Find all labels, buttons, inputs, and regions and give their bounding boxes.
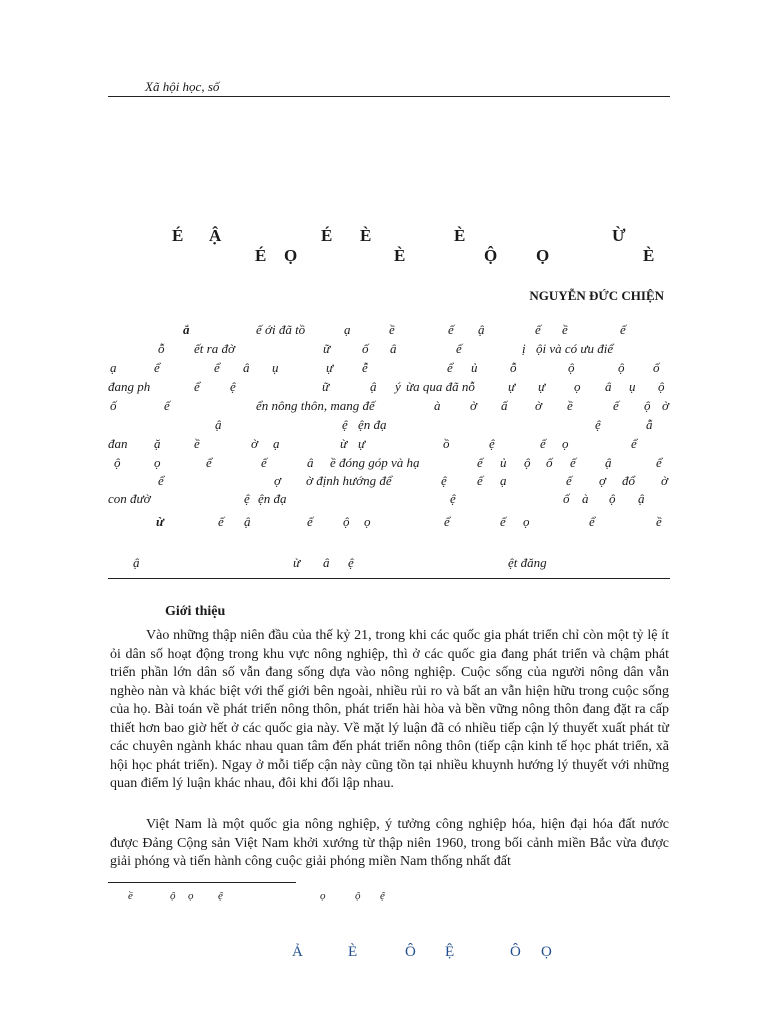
- abstract-fragment: ố: [546, 455, 553, 470]
- abstract-fragment: ển nông thôn, mang đế: [256, 398, 375, 413]
- abstract-fragment: â: [605, 379, 612, 394]
- watermark-glyph: Ả: [292, 944, 303, 960]
- abstract-fragment: ộ: [114, 455, 121, 470]
- abstract-fragment: ộ: [524, 455, 531, 470]
- author-name: NGUYỄN ĐỨC CHIỆN: [529, 288, 664, 303]
- abstract-fragment: ờ: [661, 473, 668, 488]
- paragraph-1: [110, 627, 669, 794]
- abstract-fragment: ộ: [343, 514, 350, 529]
- abstract-fragment: đang ph: [108, 379, 151, 394]
- title-glyph: Ọ: [536, 246, 550, 265]
- abstract-fragment: ể: [154, 360, 160, 375]
- abstract-fragment: ợ: [274, 473, 281, 488]
- title-glyph: Ọ: [284, 246, 298, 265]
- abstract-fragment: ụ: [272, 360, 279, 375]
- abstract-fragment: ắ: [183, 322, 190, 337]
- watermark-glyph: È: [348, 944, 358, 960]
- paragraph-text: Việt Nam là một quốc gia nông nghiệp, ý tưởng công nghiệp hóa, hiện đại hóa đất nước được Đảng Cộng sản Việt Nam khởi xướng từ thập niên 1960, trong bối cảnh miền Bắc vừa được giải phóng và tiến hành công cuộc giải phóng miền Nam thống nhất đất: [110, 817, 669, 869]
- abstract-fragment: ờ: [535, 398, 542, 413]
- abstract-fragment: ự: [358, 436, 366, 451]
- abstract-fragment: ủ: [471, 360, 478, 375]
- abstract-fragment: ề: [656, 514, 662, 529]
- abstract-fragment: ủ: [500, 455, 507, 470]
- footnote-rule: [108, 882, 296, 883]
- abstract-fragment: ạ: [273, 436, 280, 451]
- abstract-fragment: ậ: [244, 514, 251, 529]
- abstract-fragment: con đườ: [108, 491, 151, 506]
- footnote-fragment: ộ: [355, 890, 361, 902]
- abstract-fragment: ẫ: [646, 417, 653, 432]
- journal-header: Xã hội học, số: [145, 79, 220, 94]
- abstract-fragment: ọ: [523, 514, 530, 529]
- abstract-fragment: ệ: [595, 417, 601, 432]
- abstract-fragment: ộ: [568, 360, 575, 375]
- abstract-fragment: ồ: [443, 436, 450, 451]
- abstract-fragment: ệ: [450, 491, 456, 506]
- abstract-fragment: ề: [567, 398, 573, 413]
- paragraph-2: [110, 816, 669, 872]
- abstract-fragment: ế: [500, 514, 506, 529]
- title-glyph: É: [172, 226, 184, 245]
- abstract-fragment: ố: [653, 360, 660, 375]
- abstract-fragment: ọ: [154, 455, 161, 470]
- abstract-line: [108, 491, 670, 509]
- abstract-fragment: ể: [656, 455, 662, 470]
- abstract-fragment: ố: [362, 341, 369, 356]
- abstract-fragment: ề: [194, 436, 200, 451]
- abstract-fragment: ừ: [156, 514, 164, 529]
- abstract-rule: [108, 578, 670, 579]
- abstract-fragment: ế: [448, 322, 454, 337]
- abstract-fragment: ỗ: [510, 360, 517, 375]
- abstract-fragment: ị: [522, 341, 526, 356]
- abstract-fragment: ộ: [609, 491, 616, 506]
- abstract-line: [108, 398, 670, 416]
- keywords-line: [108, 555, 670, 573]
- abstract-fragment: ố: [563, 491, 570, 506]
- abstract-fragment: ừ: [340, 436, 348, 451]
- abstract-fragment: ậ: [215, 417, 222, 432]
- abstract-fragment: ể: [158, 473, 164, 488]
- footnote: [108, 890, 408, 906]
- abstract-fragment: ọ: [574, 379, 581, 394]
- abstract-fragment: ế: [540, 436, 546, 451]
- paragraph-text: Vào những thập niên đầu của thế kỷ 21, trong khi các quốc gia phát triển chỉ còn một tỷ lệ ít ỏi dân số hoạt động trong khu vực nông nghiệp, thì ở các quốc gia đang phát triển và chậm phát triển phần lớn dân số vẫn đang sống dựa vào nông nghiệp. Cuộc sống của người nông dân vẫn nghèo nàn và khác biệt với thế giới bên ngoài, nhiều rủi ro và bất an vẫn hiện hữu trong cuộc sống của họ. Bài toán về phát triển nông thôn, phát triển hài hòa và bền vững nông thôn đang đặt ra cấp thiết hơn bao giờ hết ở các quốc gia này. Về mặt lý luận đã có nhiều tiếp cận lý thuyết xuất phát từ các chuyên ngành khác nhau quan tâm đến phát triển nông thôn (tiếp cận kinh tế học phát triển, xã hội học phát triển). Ngay ở mỗi tiếp cận này cũng tồn tại nhiều khuynh hướng lý thuyết với những quan điểm lý luận khác nhau, đôi khi đối lập nhau.: [110, 628, 669, 791]
- abstract-fragment: ể: [194, 379, 200, 394]
- abstract-fragment: ế: [477, 455, 483, 470]
- abstract-fragment: ế: [261, 455, 267, 470]
- title-glyph: Ậ: [209, 226, 222, 245]
- abstract-fragment: ữ: [323, 341, 331, 356]
- abstract-fragment: ệ: [342, 417, 348, 432]
- abstract-line: [108, 341, 670, 359]
- footnote-fragment: ọ: [320, 890, 326, 902]
- watermark-glyph: Ô: [510, 944, 521, 960]
- abstract-fragment: ộ: [644, 398, 651, 413]
- title-glyph: Ộ: [484, 246, 498, 265]
- abstract-fragment: ấ: [501, 398, 508, 413]
- footnote-fragment: ệ: [218, 890, 223, 902]
- abstract-fragment: ệ: [441, 473, 447, 488]
- keyword-fragment: ậ: [133, 555, 140, 570]
- abstract-line: [108, 379, 670, 397]
- section-heading: Giới thiệu: [165, 604, 226, 619]
- abstract-fragment: ố: [110, 398, 117, 413]
- abstract-fragment: ể: [206, 455, 212, 470]
- abstract-fragment: ề đóng góp và hạ: [330, 455, 420, 470]
- keyword-fragment: ừ: [293, 555, 301, 570]
- keyword-fragment: ệ: [348, 555, 354, 570]
- header-rule: [108, 96, 670, 97]
- footnote-fragment: ộ: [170, 890, 176, 902]
- abstract-fragment: ỗ: [158, 341, 165, 356]
- abstract-fragment: ế: [620, 322, 626, 337]
- footnote-fragment: ọ: [188, 890, 194, 902]
- abstract-fragment: ừa qua đã nỗ: [406, 379, 475, 394]
- abstract-line: [108, 455, 670, 473]
- abstract-fragment: ể: [447, 360, 453, 375]
- title-glyph: É: [321, 226, 333, 245]
- title-glyph: È: [360, 226, 372, 245]
- abstract-fragment: ế: [164, 398, 170, 413]
- abstract-fragment: ể: [589, 514, 595, 529]
- abstract-fragment: ộ: [618, 360, 625, 375]
- title-glyph: È: [454, 226, 466, 245]
- abstract-fragment: ết ra đờ: [194, 341, 235, 356]
- title-glyph: È: [394, 246, 406, 265]
- abstract-fragment: ự: [326, 360, 334, 375]
- watermark-glyph: Ọ: [541, 944, 552, 960]
- abstract-fragment: à: [434, 398, 441, 413]
- title-glyph: Ừ: [612, 226, 626, 245]
- abstract-fragment: ờ: [470, 398, 477, 413]
- footnote-fragment: ệ: [380, 890, 385, 902]
- abstract-fragment: đổ: [622, 473, 635, 488]
- footnote-fragment: ề: [128, 890, 133, 902]
- abstract-fragment: â: [307, 455, 314, 470]
- watermark-glyph: Ô: [405, 944, 416, 960]
- abstract-fragment: ế: [613, 398, 619, 413]
- abstract-fragment: ạ: [500, 473, 507, 488]
- title-glyph: È: [643, 246, 655, 265]
- abstract-fragment: ể: [214, 360, 220, 375]
- abstract-fragment: ội và có ưu điể: [536, 341, 614, 356]
- abstract-fragment: ậ: [638, 491, 645, 506]
- abstract-line: [108, 417, 670, 435]
- abstract-fragment: ụ: [629, 379, 636, 394]
- abstract-fragment: ề: [389, 322, 395, 337]
- abstract-line: [108, 436, 670, 454]
- abstract-fragment: ể: [631, 436, 637, 451]
- abstract-fragment: ặ: [154, 436, 161, 451]
- title-glyph: É: [255, 246, 267, 265]
- abstract-fragment: ề: [562, 322, 568, 337]
- keyword-fragment: ệt đăng: [508, 555, 547, 570]
- abstract-fragment: ậ: [370, 379, 377, 394]
- abstract-fragment: ế: [218, 514, 224, 529]
- abstract-fragment: â: [243, 360, 250, 375]
- abstract-fragment: ự: [508, 379, 516, 394]
- abstract-fragment: ờ định hướng để: [306, 473, 392, 488]
- abstract-fragment: ọ: [562, 436, 569, 451]
- abstract-fragment: ữ: [322, 379, 330, 394]
- abstract-fragment: à: [582, 491, 589, 506]
- abstract-fragment: ế ới đã tồ: [256, 322, 306, 337]
- abstract-fragment: ạ: [344, 322, 351, 337]
- abstract-fragment: ậ: [478, 322, 485, 337]
- abstract-line: [108, 360, 670, 378]
- abstract-fragment: ế: [570, 455, 576, 470]
- abstract-fragment: ộ: [658, 379, 665, 394]
- abstract-fragment: ế: [535, 322, 541, 337]
- abstract-fragment: ý: [395, 379, 401, 394]
- abstract-fragment: ế: [477, 473, 483, 488]
- watermark-glyph: Ệ: [445, 944, 455, 960]
- footer-watermark: [108, 944, 670, 966]
- abstract-line: [108, 322, 670, 340]
- abstract-fragment: ự: [538, 379, 546, 394]
- abstract-fragment: ế: [307, 514, 313, 529]
- abstract-fragment: ợ: [599, 473, 606, 488]
- abstract-fragment: ệ: [489, 436, 495, 451]
- abstract-line: [108, 473, 670, 491]
- abstract-fragment: ệ: [230, 379, 236, 394]
- abstract-fragment: ế: [566, 473, 572, 488]
- abstract-fragment: ể: [444, 514, 450, 529]
- abstract-fragment: ờ: [662, 398, 669, 413]
- abstract-fragment: ọ: [364, 514, 371, 529]
- abstract-line: [108, 514, 670, 532]
- abstract-fragment: ệ: [244, 491, 250, 506]
- abstract-fragment: ễ: [362, 360, 368, 375]
- abstract-fragment: ạ: [110, 360, 117, 375]
- abstract-fragment: ậ: [605, 455, 612, 470]
- abstract-fragment: đan: [108, 436, 128, 451]
- abstract-fragment: ế: [456, 341, 462, 356]
- keyword-fragment: â: [323, 555, 330, 570]
- abstract-fragment: â: [390, 341, 397, 356]
- abstract-fragment: ện đạ: [258, 491, 287, 506]
- abstract-fragment: ện đạ: [358, 417, 387, 432]
- abstract-fragment: ờ: [251, 436, 258, 451]
